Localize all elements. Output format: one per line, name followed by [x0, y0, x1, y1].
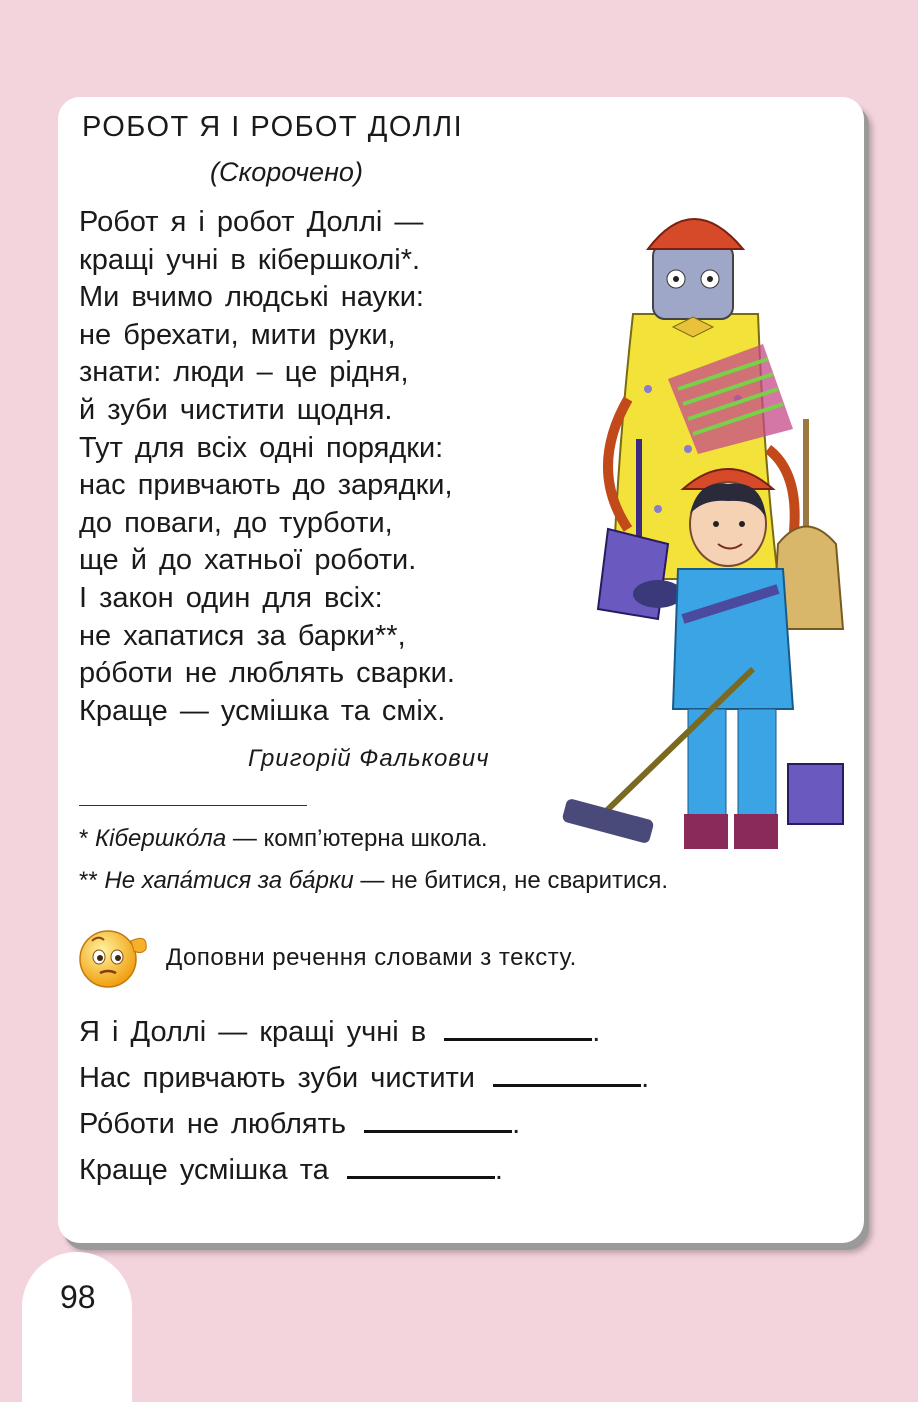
- footnote-definition: — не битися, не сваритися.: [360, 867, 669, 894]
- answer-blank[interactable]: [364, 1108, 512, 1133]
- answer-blank[interactable]: [493, 1062, 641, 1087]
- sentence-text: Я і Доллі — кращі учні в: [79, 1016, 427, 1048]
- poem-line: й зуби чистити щодня.: [79, 393, 393, 426]
- poem-line: ще й до хатньої роботи.: [79, 544, 417, 577]
- footnote-2: [79, 867, 668, 895]
- poem-line: не хапатися за барки**,: [79, 619, 406, 652]
- page-card: [58, 97, 864, 1243]
- footnote-marker: *: [79, 825, 89, 852]
- footnote-marker: **: [79, 867, 98, 894]
- page-number: 98: [60, 1279, 96, 1315]
- poem-line: Ми вчимо людські науки:: [79, 281, 424, 314]
- answer-blank[interactable]: [444, 1016, 592, 1041]
- poem-line: нас привчають до зарядки,: [79, 469, 453, 502]
- exercise-sentence: Я і Доллі — кращі учні в .: [79, 1016, 601, 1048]
- poem-text: [79, 204, 455, 730]
- poem-line: кращі учні в кібершколі*.: [79, 243, 421, 276]
- footnote-term: Не хапа́тися за ба́рки: [104, 867, 354, 894]
- poem-line: І закон один для всіх:: [79, 581, 383, 614]
- poem-line: Краще — усмішка та сміх.: [79, 694, 446, 727]
- exercise-sentences: [79, 1009, 649, 1193]
- poem-author: Григорій Фалькович: [248, 745, 490, 772]
- poem-line: не брехати, мити руки,: [79, 318, 396, 351]
- page-number-tab: [22, 1252, 132, 1402]
- footnote-divider: [79, 805, 307, 806]
- poem-subtitle: (Скорочено): [210, 157, 363, 187]
- exercise-sentence: Краще усмішка та .: [79, 1154, 503, 1186]
- footnote-1: [79, 825, 487, 853]
- exercise-sentence: Ро́боти не люблять .: [79, 1108, 521, 1140]
- sentence-text: Нас привчають зуби чистити: [79, 1062, 475, 1094]
- answer-blank[interactable]: [347, 1154, 495, 1179]
- sentence-text: Краще усмішка та: [79, 1154, 329, 1186]
- poem-title: РОБОТ Я І РОБОТ ДОЛЛІ: [82, 111, 464, 143]
- sentence-text: Ро́боти не люблять: [79, 1108, 347, 1140]
- poem-line: знати: люди – це рідня,: [79, 356, 409, 389]
- footnote-definition: — комп’ютерна школа.: [232, 825, 488, 852]
- poem-line: ро́боти не люблять сварки.: [79, 657, 455, 690]
- robot-and-child-illustration: [558, 149, 858, 849]
- poem-line: Робот я і робот Доллі —: [79, 206, 424, 238]
- poem-line: до поваги, до турботи,: [79, 506, 393, 539]
- exercise-sentence: Нас привчають зуби чистити .: [79, 1062, 650, 1094]
- task-instruction: Доповни речення словами з тексту.: [166, 944, 577, 971]
- footnote-term: Кібершко́ла: [95, 825, 227, 852]
- poem-line: Тут для всіх одні порядки:: [79, 431, 444, 464]
- thinking-smiley-icon: [76, 921, 154, 993]
